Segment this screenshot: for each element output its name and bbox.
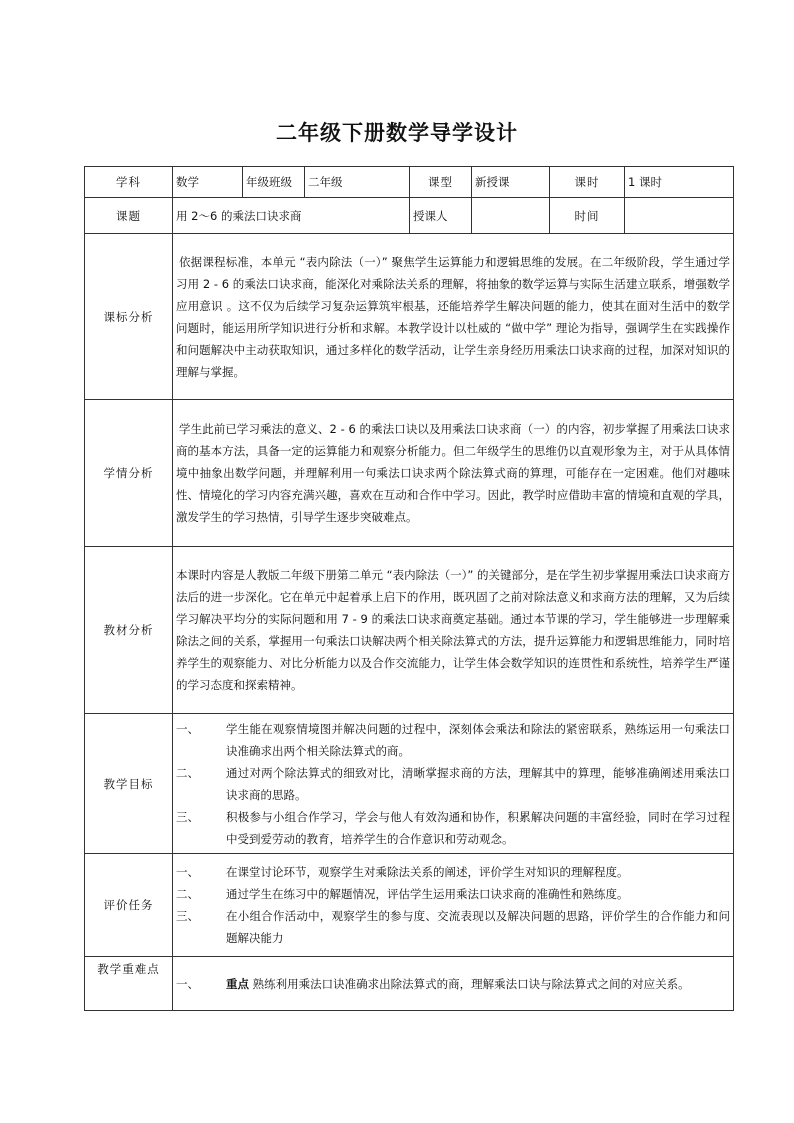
keypoints-row [85,957,734,1011]
keypoint-item [176,973,730,995]
goals-row [85,714,734,854]
goal-text: 通过对两个除法算式的细致对比，清晰掌握求商的方法，理解其中的算理，能够准确阐述用乘法口诀求商的思路。 [226,765,730,802]
lesson-type-value: 新授课 [472,167,550,198]
students-row [85,400,734,547]
keypoints-label: 教学重难点 [85,957,173,1011]
goal-text: 积极参与小组合作学习，学会与他人有效沟通和协作，积累解决问题的丰富经验，同时在学习过程中受到爱劳动的教育，培养学生的合作意识和劳动观念。 [226,809,730,846]
period-value: 1 课时 [625,167,734,198]
evaluation-number: 一、 [176,865,199,879]
goal-item [176,762,730,806]
time-label: 时间 [550,198,625,234]
evaluation-text: 通过学生在练习中的解题情况，评估学生运用乘法口诀求商的准确性和熟练度。 [226,887,629,901]
grade-label: 年级班级 [243,167,305,198]
lesson-plan-table [84,166,734,1011]
evaluation-item [176,883,730,905]
goal-number: 二、 [176,765,199,780]
evaluation-text: 在课堂讨论环节，观察学生对乘除法关系的阐述，评价学生对知识的理解程度。 [226,865,629,879]
grade-value: 二年级 [305,167,410,198]
textbook-row [85,547,734,714]
evaluation-row [85,854,734,957]
period-label: 课时 [550,167,625,198]
evaluation-text: 在小组合作活动中，观察学生的参与度、交流表现以及解决问题的思路，评价学生的合作能力和问题解决能力 [226,909,730,945]
evaluation-number: 二、 [176,887,199,901]
evaluation-item [176,905,730,949]
textbook-text: 本课时内容是人教版二年级下册第二单元 “表内除法（一）” 的关键部分，是在学生初步掌握用乘法口诀求商方法后的进一步深化。它在单元中起着承上启下的作用，既巩固了之前对除法意义和求商方法的理解，又为后续学习解决平均分的实际问题和用 7 - 9 的乘法口诀求商奠定基础。通过本节课的学习，学生能够进一步理解乘除法之间的关系，掌握用一句乘法口诀解决两个相关除法算式的方法，提升运算能力和逻辑思维能力，同时培养学生的观察能力、对比分析能力以及合作交流能力，让学生体会数学知识的连贯性和系统性，培养学生严谨的学习态度和探索精神。 [176,568,730,692]
curriculum-label: 课标分析 [85,234,173,400]
subject-value: 数学 [173,167,243,198]
curriculum-row [85,234,734,400]
teacher-label: 授课人 [410,198,472,234]
subject-label: 学科 [85,167,173,198]
goal-text: 学生能在观察情境图并解决问题的过程中，深刻体会乘法和除法的紧密联系，熟练运用一句乘法口诀准确求出两个相关除法算式的商。 [226,721,730,758]
curriculum-text: 依据课程标准，本单元 “表内除法（一）” 聚焦学生运算能力和逻辑思维的发展。在二年级阶段，学生通过学习用 2 - 6 的乘法口诀求商，能深化对乘除法关系的理解，将抽象的数学运算与实际生活建立联系，增强数学应用意识 。这不仅为后续学习复杂运算筑牢根基，还能培养学生解决问题的能力，使其在面对生活中的数学问题时，能运用所学知识进行分析和求解。本教学设计以杜威的 “做中学” 理论为指导，强调学生在实践操作和问题解决中主动获取知识，通过多样化的数学活动，让学生亲身经历用乘法口诀求商的过程，加深对知识的理解与掌握。 [176,254,730,379]
goals-label: 教学目标 [85,714,173,854]
document-title: 二年级下册数学导学设计 [276,121,518,145]
keypoint-highlight: 重点 [226,976,249,991]
topic-label: 课题 [85,198,173,234]
students-text: 学生此前已学习乘法的意义、2 - 6 的乘法口诀以及用乘法口诀求商（一）的内容，初步掌握了用乘法口诀求商的基本方法，具备一定的运算能力和观察分析能力。但二年级学生的思维仍以直观形象为主，对于从具体情境中抽象出数学问题，并理解利用一句乘法口诀求两个除法算式商的算理，可能存在一定困难。他们对趣味性、情境化的学习内容充满兴趣，喜欢在互动和合作中学习。因此，教学时应借助丰富的情境和直观的学具，激发学生的学习热情，引导学生逐步突破难点。 [176,422,730,524]
topic-value: 用 2～6 的乘法口诀求商 [173,198,410,234]
goal-item [176,806,730,850]
textbook-label: 教材分析 [85,547,173,714]
evaluation-item [176,861,730,883]
header-row [85,167,734,198]
evaluation-number: 三、 [176,909,199,923]
goal-item [176,718,730,762]
goal-number: 三、 [176,809,199,824]
lesson-type-label: 课型 [410,167,472,198]
keypoint-number: 一、 [176,976,199,991]
keypoint-text: 熟练利用乘法口诀准确求出除法算式的商，理解乘法口诀与除法算式之间的对应关系。 [249,976,690,991]
teacher-value [472,198,550,234]
evaluation-label: 评价任务 [85,854,173,957]
goal-number: 一、 [176,721,199,736]
topic-row [85,198,734,234]
students-label: 学情分析 [85,400,173,547]
time-value [625,198,734,234]
